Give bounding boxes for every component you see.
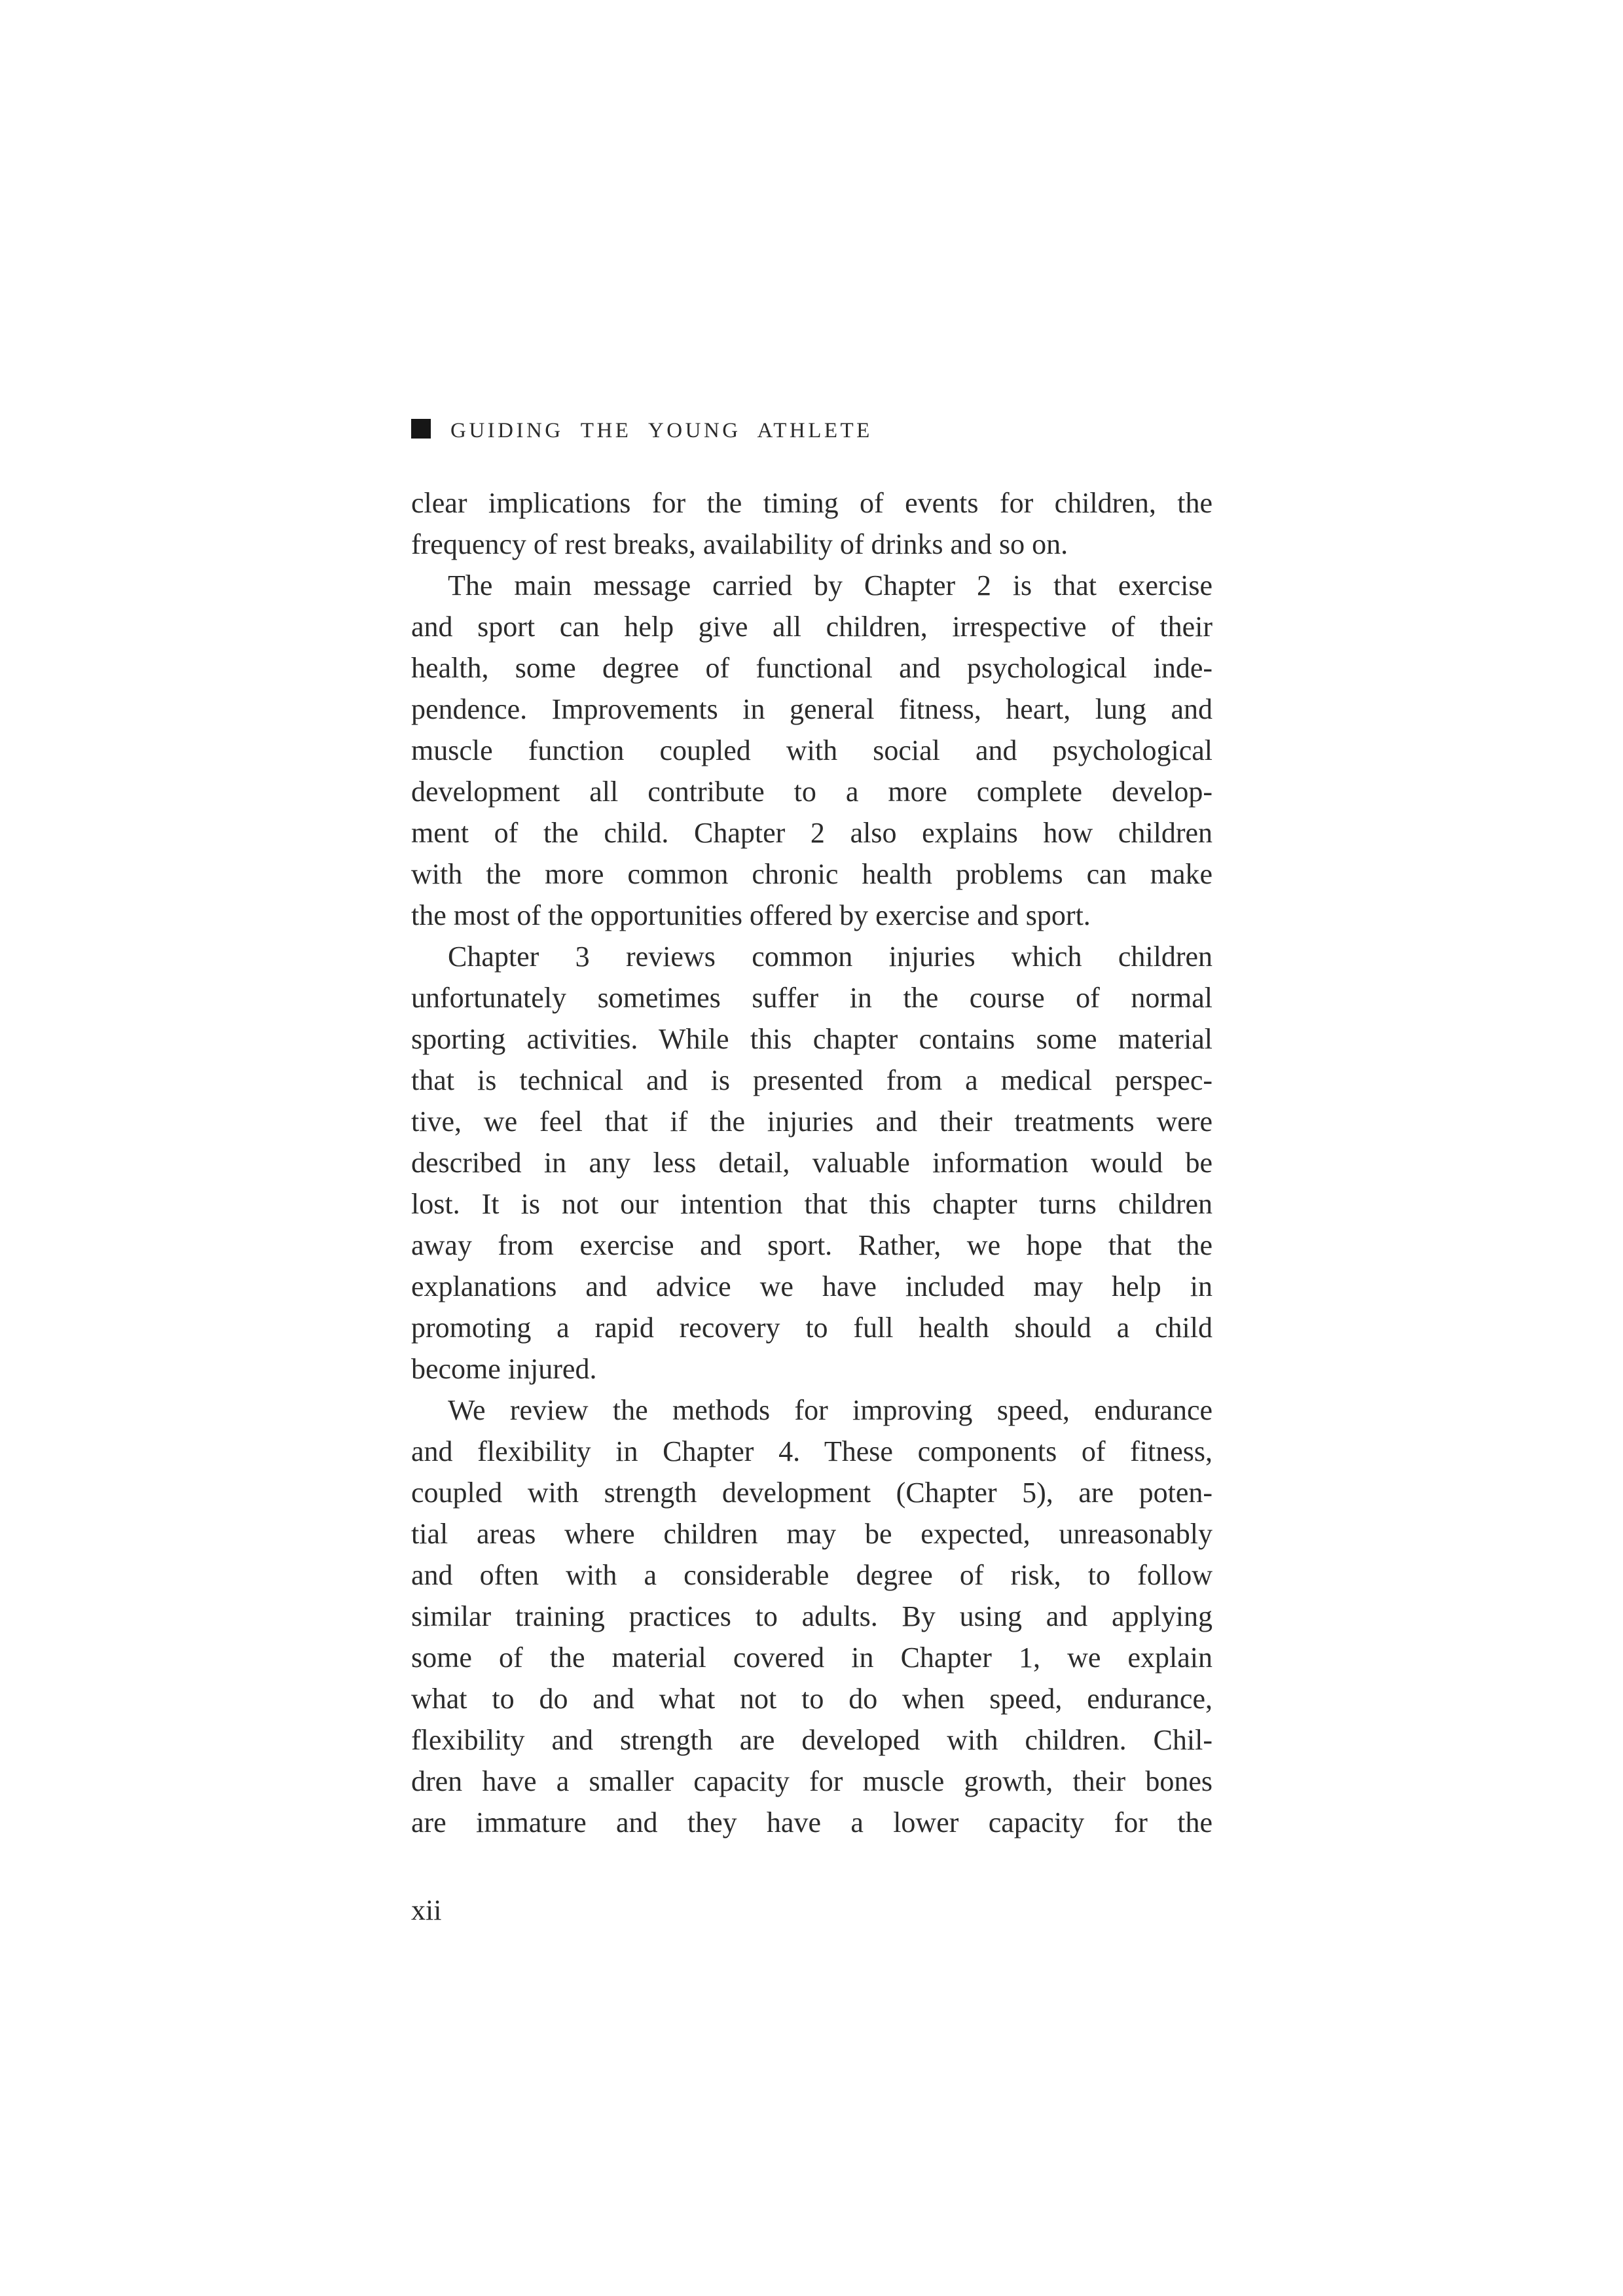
text-line: lost. It is not our intention that this chapter turns children — [411, 1188, 1213, 1220]
body-text — [411, 482, 1213, 1843]
paragraph — [411, 482, 1213, 565]
text-line: unfortunately sometimes suffer in the course of normal — [411, 982, 1213, 1014]
text-line: The main message carried by Chapter 2 is that exercise — [448, 569, 1213, 601]
text-line: become injured. — [411, 1353, 597, 1385]
text-line: frequency of rest breaks, availability of drinks and so on. — [411, 528, 1068, 560]
text-line: and flexibility in Chapter 4. These components of fitness, — [411, 1435, 1213, 1467]
text-line: some of the material covered in Chapter 1, we explain — [411, 1641, 1213, 1674]
text-line: dren have a smaller capacity for muscle growth, their bones — [411, 1765, 1213, 1797]
text-line: with the more common chronic health problems can make — [411, 858, 1213, 890]
text-line: away from exercise and sport. Rather, we hope that the — [411, 1229, 1213, 1261]
text-line: flexibility and strength are developed with children. Chil- — [411, 1724, 1213, 1756]
text-line: what to do and what not to do when speed, endurance, — [411, 1683, 1213, 1715]
text-line: and often with a considerable degree of risk, to follow — [411, 1559, 1213, 1591]
square-bullet-icon — [411, 419, 431, 439]
text-line: sporting activities. While this chapter contains some material — [411, 1023, 1213, 1055]
paragraph — [411, 936, 1213, 1390]
text-line: the most of the opportunities offered by exercise and sport. — [411, 899, 1091, 931]
text-line: Chapter 3 reviews common injuries which children — [448, 941, 1213, 973]
text-line: muscle function coupled with social and psychological — [411, 734, 1213, 766]
text-line: We review the methods for improving speed, endurance — [448, 1394, 1213, 1426]
text-line: development all contribute to a more complete develop- — [411, 776, 1213, 808]
text-line: are immature and they have a lower capacity for the — [411, 1806, 1213, 1839]
paragraph — [411, 1390, 1213, 1843]
paragraph — [411, 565, 1213, 936]
running-header — [411, 419, 1213, 443]
text-line: explanations and advice we have included may help in — [411, 1270, 1213, 1302]
text-line: ment of the child. Chapter 2 also explains how children — [411, 817, 1213, 849]
text-line: tive, we feel that if the injuries and their treatments were — [411, 1105, 1213, 1138]
text-line: similar training practices to adults. By using and applying — [411, 1600, 1213, 1632]
text-line: coupled with strength development (Chapter 5), are poten- — [411, 1477, 1213, 1509]
text-line: described in any less detail, valuable information would be — [411, 1147, 1213, 1179]
text-line: and sport can help give all children, irrespective of their — [411, 611, 1213, 643]
text-line: tial areas where children may be expected, unreasonably — [411, 1518, 1213, 1550]
text-line: clear implications for the timing of events for children, the — [411, 487, 1213, 519]
text-line: promoting a rapid recovery to full health should a child — [411, 1312, 1213, 1344]
text-line: that is technical and is presented from a medical perspec- — [411, 1064, 1213, 1096]
text-line: health, some degree of functional and psychological inde- — [411, 652, 1213, 684]
running-header-title: GUIDING THE YOUNG ATHLETE — [450, 419, 873, 442]
text-line: pendence. Improvements in general fitness, heart, lung and — [411, 693, 1213, 725]
page-footer — [411, 1893, 441, 1927]
page-number: xii — [411, 1894, 442, 1926]
